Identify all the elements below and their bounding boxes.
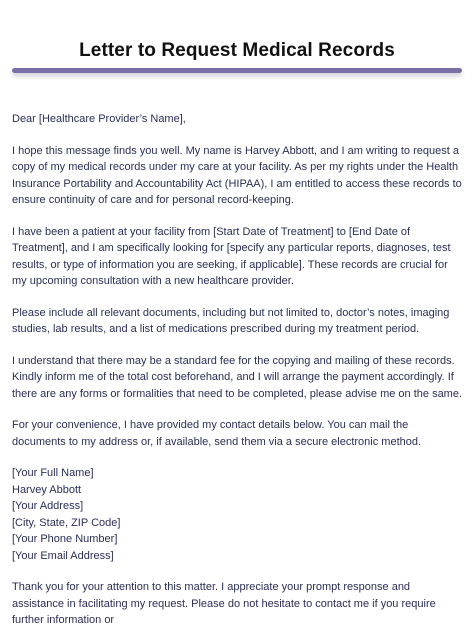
contact-email: [Your Email Address] — [12, 549, 114, 562]
contact-address: [Your Address] — [12, 500, 84, 512]
contact-name: Harvey Abbott — [12, 483, 82, 496]
paragraph-treatment-period: I have been a patient at your facility from [Start Date of Treatment] to [End Date of Treatment], and I am specifically looking for [specify any particular reports, diagnoses, test results, or type of information you are seeking, if applicable]. These records are crucial for my upcoming consultation with a new healthcare provider. — [12, 225, 451, 287]
contact-phone: [Your Phone Number] — [12, 533, 118, 545]
paragraph-contact-intro: For your convenience, I have provided my contact details below. You can mail the documents to my address or, if available, send them via a secure electronic method. — [12, 419, 422, 448]
paragraph-fees: I understand that there may be a standard fee for the copying and mailing of these records. Kindly inform me of the total cost beforehand, and I will arrange the payment accordingly. If there are any forms or formalities that need to be completed, please advise me on the same. — [12, 354, 463, 400]
title-divider — [12, 68, 462, 73]
page-title: Letter to Request Medical Records — [79, 39, 395, 61]
salutation: Dear [Healthcare Provider’s Name], — [12, 113, 186, 125]
paragraph-documents: Please include all relevant documents, including but not limited to, doctor’s notes, imaging studies, lab results, and a list of medications prescribed during my treatment period. — [12, 306, 450, 335]
contact-full-name-placeholder: [Your Full Name] — [12, 467, 94, 479]
paragraph-closing: Thank you for your attention to this matter. I appreciate your prompt response and assistance in facilitating my request. Please do not hesitate to contact me if you require further information or — [12, 581, 436, 626]
contact-details — [12, 465, 464, 564]
letter-body — [12, 111, 464, 644]
paragraph-intro: I hope this message finds you well. My name is Harvey Abbott, and I am writing to request a copy of my medical records under my care at your facility. As per my rights under the Health Insurance Portability and Accountability Act (HIPAA), I am entitled to access these records to ensure continuity of care and for personal record-keeping. — [12, 144, 462, 206]
contact-city-state-zip: [City, State, ZIP Code] — [12, 516, 121, 529]
